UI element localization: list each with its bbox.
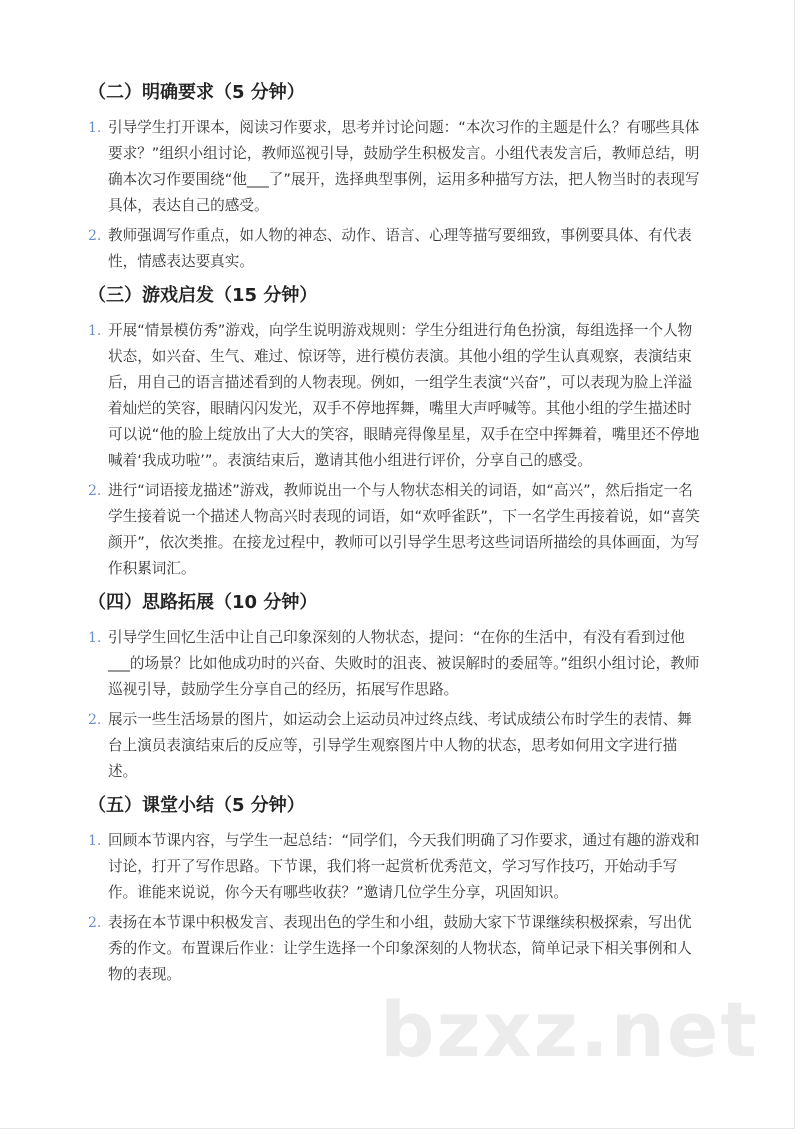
list-item-text: 教师强调写作重点，如人物的神态、动作、语言、心理等描写要细致，事例要具体、有代表性，情感表达要真实。 <box>108 227 692 270</box>
list-number: 1. <box>88 120 102 136</box>
section-class-summary <box>88 791 706 988</box>
section-idea-expansion <box>88 588 706 785</box>
section-game-inspiration <box>88 281 706 582</box>
list-item-text: 引导学生回忆生活中让自己印象深刻的人物状态，提问：“在你的生活中，有没有看到过他___的场景？比如他成功时的兴奋、失败时的沮丧、被误解时的委屈等。”组织小组讨论，教师巡视引导，鼓励学生分享自己的经历，拓展写作思路。 <box>108 629 700 698</box>
list-number: 2. <box>88 712 102 728</box>
list-item <box>88 223 706 275</box>
watermark: bzxz.net <box>380 985 759 1074</box>
section-clarify-requirements <box>88 78 706 275</box>
list-item-text: 开展“情景模仿秀”游戏，向学生说明游戏规则：学生分组进行角色扮演，每组选择一个人物状态，如兴奋、生气、难过、惊讶等，进行模仿表演。其他小组的学生认真观察，表演结束后，用自己的语言描述看到的人物表现。例如，一组学生表演“兴奋”，可以表现为脸上洋溢着灿烂的笑容，眼睛闪闪发光，双手不停地挥舞，嘴里大声呼喊等。其他小组的学生描述时可以说“他的脸上绽放出了大大的笑容，眼睛亮得像星星，双手在空中挥舞着，嘴里还不停地喊着‘我成功啦’”。表演结束后，邀请其他小组进行评价，分享自己的感受。 <box>108 322 700 469</box>
list-number: 1. <box>88 630 102 646</box>
list-item <box>88 910 706 988</box>
list-number: 2. <box>88 915 102 931</box>
list-item <box>88 115 706 219</box>
numbered-list <box>88 115 706 275</box>
document-content <box>88 78 706 994</box>
section-heading: （四）思路拓展（10 分钟） <box>88 592 318 613</box>
list-item <box>88 707 706 785</box>
numbered-list <box>88 625 706 785</box>
list-item-text: 回顾本节课内容，与学生一起总结：“同学们，今天我们明确了习作要求，通过有趣的游戏和讨论，打开了写作思路。下节课，我们将一起赏析优秀范文，学习写作技巧，开始动手写作。谁能来说说，你今天有哪些收获？”邀请几位学生分享，巩固知识。 <box>108 832 700 901</box>
list-item-text: 进行“词语接龙描述”游戏，教师说出一个与人物状态相关的词语，如“高兴”，然后指定一名学生接着说一个描述人物高兴时表现的词语，如“欢呼雀跃”，下一名学生再接着说，如“喜笑颜开”，依次类推。在接龙过程中，教师可以引导学生思考这些词语所描绘的具体画面，为写作积累词汇。 <box>108 482 700 577</box>
list-item <box>88 478 706 582</box>
list-number: 2. <box>88 483 102 499</box>
list-item-text: 表扬在本节课中积极发言、表现出色的学生和小组，鼓励大家下节课继续积极探索，写出优秀的作文。布置课后作业：让学生选择一个印象深刻的人物状态，简单记录下相关事例和人物的表现。 <box>108 914 692 983</box>
list-number: 2. <box>88 228 102 244</box>
numbered-list <box>88 318 706 582</box>
section-heading: （三）游戏启发（15 分钟） <box>88 285 318 306</box>
list-item <box>88 828 706 906</box>
section-heading: （二）明确要求（5 分钟） <box>88 82 305 103</box>
list-number: 1. <box>88 323 102 339</box>
numbered-list <box>88 828 706 988</box>
list-item <box>88 318 706 474</box>
list-item-text: 展示一些生活场景的图片，如运动会上运动员冲过终点线、考试成绩公布时学生的表情、舞台上演员表演结束后的反应等，引导学生观察图片中人物的状态，思考如何用文字进行描述。 <box>108 711 692 780</box>
section-heading: （五）课堂小结（5 分钟） <box>88 795 305 816</box>
list-item-text: 引导学生打开课本，阅读习作要求，思考并讨论问题：“本次习作的主题是什么？有哪些具体要求？”组织小组讨论，教师巡视引导，鼓励学生积极发言。小组代表发言后，教师总结，明确本次习作要围绕“他___了”展开，选择典型事例，运用多种描写方法，把人物当时的表现写具体，表达自己的感受。 <box>108 119 700 214</box>
list-number: 1. <box>88 833 102 849</box>
list-item <box>88 625 706 703</box>
